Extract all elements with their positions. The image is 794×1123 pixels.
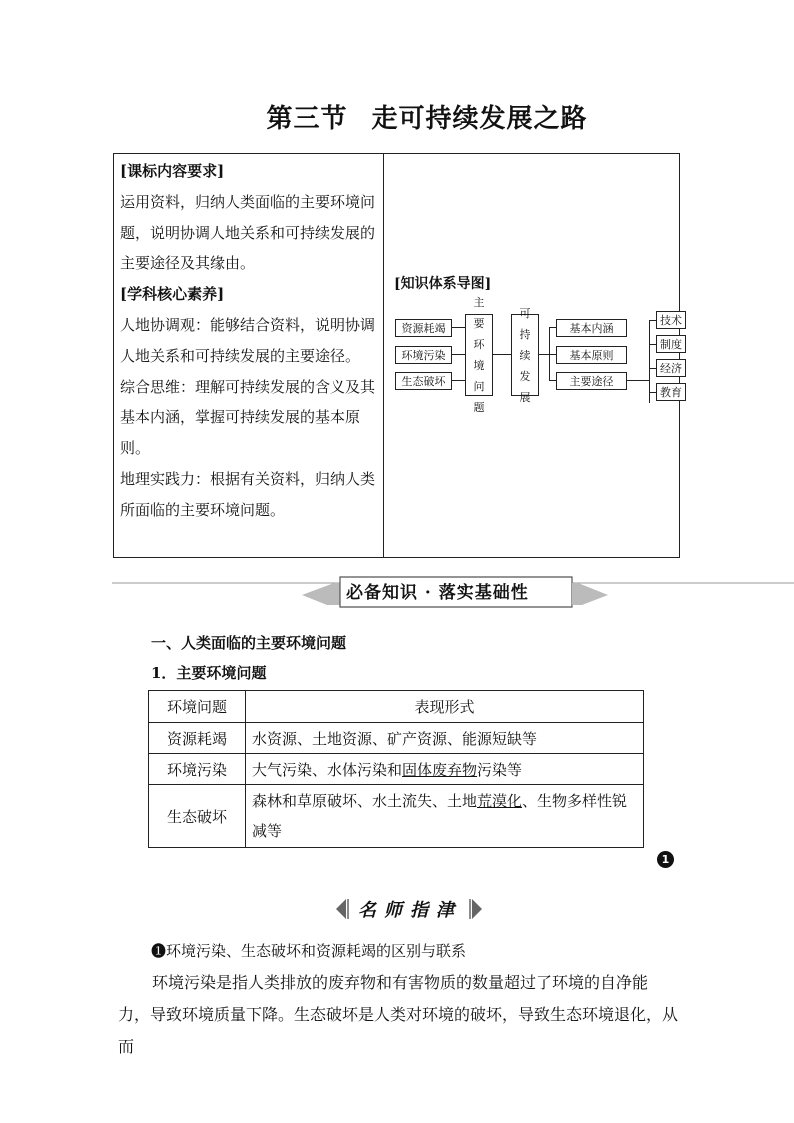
- table-header: 环境问题: [149, 691, 246, 723]
- connector-line: [452, 380, 465, 381]
- note-paragraph: 环境污染是指人类排放的废弃物和有害物质的数量超过了环境的自净能力，导致环境质量下降。生态破坏是人类对环境的破坏，导致生态环境退化，从而: [118, 973, 679, 1056]
- banner-title: 必备知识 · 落实基础性: [346, 583, 529, 603]
- section-heading: 一、人类面临的主要环境问题: [151, 634, 347, 652]
- cell-text: 大气污染、水体污染和: [252, 760, 403, 779]
- cell-text: 森林和草原破坏、水土流失、土地: [252, 792, 478, 810]
- table-cell: 资源耗竭: [149, 723, 246, 754]
- table-header-row: [149, 691, 644, 723]
- connector-line: [649, 320, 650, 403]
- underlined-term: 荒漠化: [477, 792, 523, 810]
- mindmap-node: 技术: [656, 311, 686, 329]
- mindmap-node: 基本内涵: [556, 319, 627, 337]
- underlined-term: 固体废弃物: [402, 760, 478, 779]
- connector-line: [493, 354, 511, 355]
- subsection-heading: 1．主要环境问题: [151, 664, 267, 682]
- table-cell: [246, 754, 644, 785]
- connector-line: [649, 344, 656, 345]
- literacy-item: 人地协调观：能够结合资料，说明协调人地关系和可持续发展的主要途径。: [120, 315, 376, 365]
- table-cell: 水资源、土地资源、矿产资源、能源短缺等: [246, 723, 644, 754]
- mindmap-node: 生态破坏: [395, 372, 452, 390]
- connector-line: [649, 368, 656, 369]
- requirements-content: 运用资料，归纳人类面临的主要环境问题，说明协调人地关系和可持续发展的主要途径及其缘由。: [120, 192, 376, 273]
- table-row: [149, 723, 644, 754]
- section-number: 第三节: [266, 104, 348, 134]
- table-header: 表现形式: [246, 691, 644, 723]
- mindmap-node: 基本原则: [556, 346, 627, 364]
- requirements-heading: [课标内容要求]: [120, 162, 225, 180]
- connector-line: [452, 354, 465, 355]
- requirements-column: [120, 156, 382, 526]
- mindmap-node: 环境污染: [395, 346, 452, 364]
- mindmap-node: 资源耗竭: [395, 319, 452, 337]
- page-title: [0, 98, 794, 135]
- mindmap-node: 经济: [656, 359, 686, 377]
- section-name: 走可持续发展之路: [371, 104, 588, 134]
- literacy-item: 综合思维：理解可持续发展的含义及其基本内涵，掌握可持续发展的基本原则。: [120, 377, 376, 458]
- table-row: [149, 754, 644, 785]
- cell-text: 污染等: [477, 760, 523, 779]
- connector-line: [627, 380, 649, 381]
- mingshi-title: 名师指津: [358, 900, 462, 921]
- column-divider: [383, 154, 384, 557]
- note-title: ❶环境污染、生态破坏和资源耗竭的区别与联系: [151, 942, 467, 960]
- connector-line: [549, 380, 556, 381]
- mindmap-node-main-problems: 主要环境问题: [465, 314, 493, 396]
- connector-line: [549, 354, 556, 355]
- mindmap-node: 主要途径: [556, 372, 627, 390]
- footnote-marker: 1: [657, 851, 674, 868]
- table-cell: 环境污染: [149, 754, 246, 785]
- mindmap-title: [知识体系导图]: [394, 276, 492, 292]
- table-cell: 生态破坏: [149, 785, 246, 848]
- mindmap-node: 教育: [656, 383, 686, 401]
- literacy-item: 地理实践力：根据有关资料，归纳人类所面临的主要环境问题。: [120, 469, 376, 519]
- mindmap-node: 制度: [656, 335, 686, 353]
- core-literacy-heading: [学科核心素养]: [120, 285, 225, 304]
- knowledge-mindmap: [395, 296, 682, 414]
- mindmap-node-sustainable: 可持续发展: [511, 314, 539, 396]
- table-cell: [246, 785, 644, 848]
- connector-line: [549, 327, 556, 328]
- overview-table: [113, 153, 680, 558]
- cell-text: 、生物多样性锐减等: [252, 792, 628, 840]
- environment-problems-table: [148, 690, 644, 848]
- connector-line: [452, 327, 465, 328]
- table-row: [149, 785, 644, 848]
- connector-line: [539, 354, 549, 355]
- connector-line: [649, 392, 656, 393]
- connector-line: [649, 320, 656, 321]
